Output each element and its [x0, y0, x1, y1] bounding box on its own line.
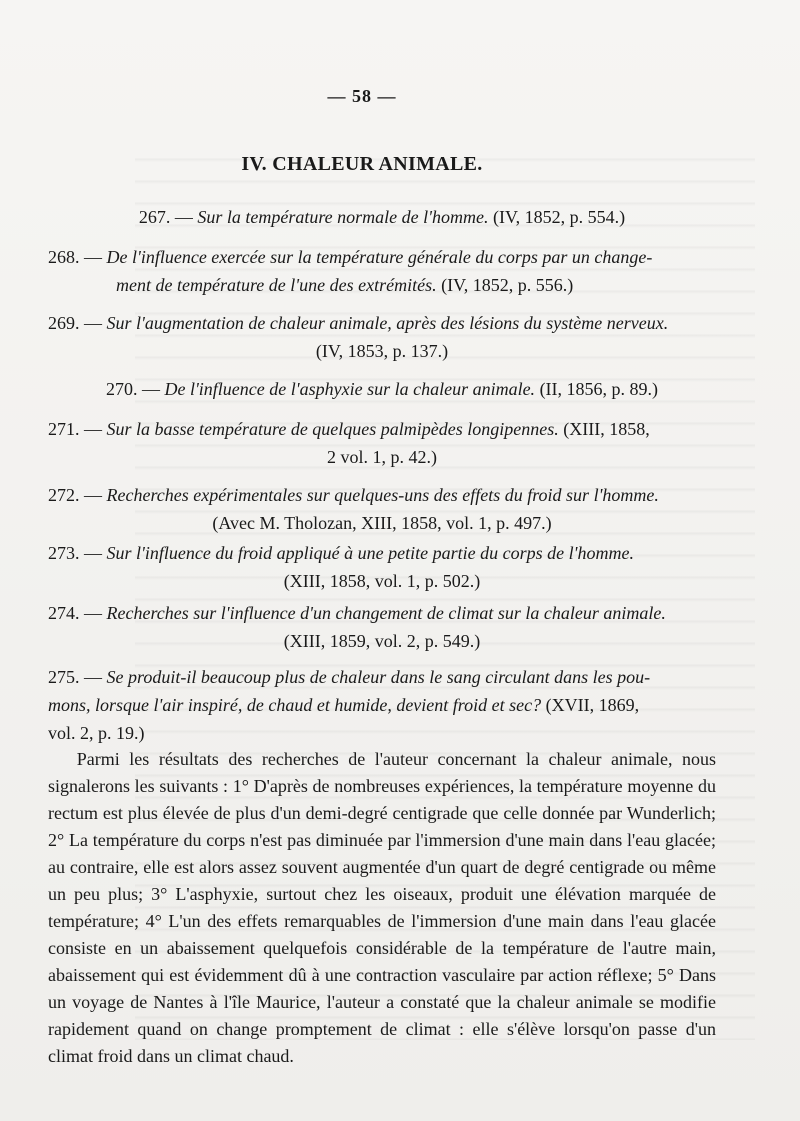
entry-reference: (IV, 1852, p. 556.) [441, 275, 574, 295]
entry-268 [48, 243, 716, 299]
entry-reference-part-2: 2 vol. 1, p. 42.) [327, 447, 437, 467]
page-number: — 58 — [327, 86, 397, 106]
entry-number: 272. — [48, 485, 102, 505]
entry-number: 273. — [48, 543, 102, 563]
entry-272 [48, 481, 716, 537]
entry-number: 269. — [48, 313, 102, 333]
entry-title: De l'influence de l'asphyxie sur la chaleur animale. [164, 379, 536, 399]
entry-reference-part-1: (XIII, 1858, [563, 419, 650, 439]
entry-title: Sur la basse température de quelques palmipèdes longipennes. [106, 419, 559, 439]
entry-reference-part-2: vol. 2, p. 19.) [48, 723, 145, 743]
entry-title-line-1: Se produit-il beaucoup plus de chaleur dans le sang circulant dans les pou- [106, 667, 651, 687]
entry-269 [48, 309, 716, 365]
entry-273 [48, 539, 716, 595]
entry-reference: (IV, 1852, p. 554.) [492, 207, 626, 227]
entry-title: Recherches sur l'influence d'un changement de climat sur la chaleur animale. [106, 603, 666, 623]
entry-title-line-1: De l'influence exercée sur la température générale du corps par un change- [106, 247, 653, 267]
summary-paragraph: Parmi les résultats des recherches de l'auteur concernant la chaleur animale, nous signalerons les suivants : 1° D'après de nombreuses expériences, la température moyenne du rectum est plus élevée de plus d'un demi-degré centigrade que celle donnée par Wunderlich; 2° La température du corps n'est pas diminuée par l'immersion d'une main dans l'eau glacée; au contraire, elle est alors assez souvent augmentée d'un quart de degré centigrade ou même un peu plus; 3° L'asphyxie, surtout chez les oiseaux, produit une élévation marquée de température; 4° L'un des effets remarquables de l'immersion d'une main dans l'eau glacée consiste en un abaissement quelquefois considérable de la température de l'autre main, abaissement qui est évidemment dû à une contraction vasculaire par action réflexe; 5° Dans un voyage de Nantes à l'île Maurice, l'auteur a constaté que la chaleur animale se modifie rapidement quand on change promptement de climat : elle s'élève lorsqu'on passe d'un climat froid dans un climat chaud. [48, 749, 716, 1066]
entry-title: Sur l'augmentation de chaleur animale, après des lésions du système nerveux. [106, 313, 669, 333]
entry-title-line-2: mons, lorsque l'air inspiré, de chaud et humide, devient froid et sec? [48, 695, 542, 715]
entry-number: 274. — [48, 603, 102, 623]
entry-number: 270. — [105, 379, 160, 399]
entry-274 [48, 599, 716, 655]
entry-271 [48, 415, 716, 471]
entry-reference: (XIII, 1859, vol. 2, p. 549.) [283, 631, 481, 651]
entry-title: Sur la température normale de l'homme. [197, 207, 489, 227]
entry-number: 271. — [48, 419, 102, 439]
entry-267 [48, 203, 716, 231]
entry-title: Sur l'influence du froid appliqué à une petite partie du corps de l'homme. [106, 543, 634, 563]
entry-reference: (Avec M. Tholozan, XIII, 1858, vol. 1, p. 497.) [212, 513, 552, 533]
entry-title: Recherches expérimentales sur quelques-uns des effets du froid sur l'homme. [106, 485, 659, 505]
section-title: IV. CHALEUR ANIMALE. [241, 153, 483, 175]
entry-title-line-2: ment de température de l'une des extrémités. [116, 275, 437, 295]
entry-number: 268. — [48, 247, 102, 267]
entry-reference: (IV, 1853, p. 137.) [315, 341, 449, 361]
entry-270 [48, 375, 716, 403]
entry-reference: (II, 1856, p. 89.) [539, 379, 659, 399]
entry-275 [48, 663, 716, 747]
entry-reference: (XIII, 1858, vol. 1, p. 502.) [283, 571, 481, 591]
entry-number: 267. — [138, 207, 193, 227]
entry-number: 275. — [48, 667, 102, 687]
entry-reference-part-1: (XVII, 1869, [545, 695, 640, 715]
